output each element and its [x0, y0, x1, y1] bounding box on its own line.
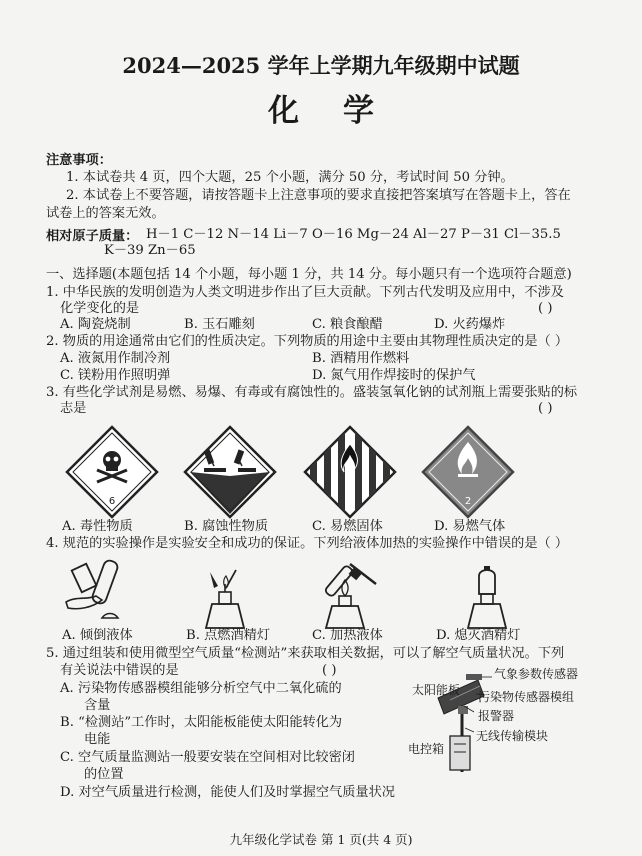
section-heading: 一、选择题(本题包括 14 个小题，每小题 1 分，共 14 分。每小题只有一个选项符合题意) [46, 267, 572, 282]
q3-option-c: C. 易燃固体 [312, 519, 383, 534]
q4-option-d: D. 熄灭酒精灯 [436, 628, 521, 643]
q5-option-c-line-2: 的位置 [84, 767, 124, 782]
q3-option-d: D. 易燃气体 [434, 519, 506, 534]
q5-option-a-line-2: 含量 [84, 698, 111, 713]
q5-option-d: D. 对空气质量进行检测，能使人们及时掌握空气质量状况 [60, 785, 395, 800]
q5-option-c-line-1: C. 空气质量监测站一般要安装在空间相对比较密闭 [60, 750, 355, 765]
q2-stem: 2. 物质的用途通常由它们的性质决定。下列物质的用途中主要由其物理性质决定的是（ ） [46, 334, 569, 349]
fig-label-solar-panel: 太阳能板 [412, 683, 461, 697]
flammable-gas-sign-number: 2 [464, 496, 472, 507]
atomic-mass-label: 相对原子质量： [46, 229, 139, 244]
q5-answer-bracket: ( ) [322, 663, 337, 678]
q5-option-b-line-2: 电能 [84, 732, 111, 747]
q2-option-a: A. 液氮用作制冷剂 [60, 351, 171, 366]
q3-answer-bracket: ( ) [538, 401, 553, 416]
toxic-sign-number: 6 [108, 496, 116, 507]
q5-option-b-line-1: B. “检测站”工作时，太阳能板能使太阳能转化为 [60, 715, 343, 730]
q1-option-c: C. 粮食酿醋 [312, 317, 383, 332]
fig-label-wireless-module: 无线传输模块 [476, 729, 549, 743]
q3-stem-1: 3. 有些化学试剂是易燃、易爆、有毒或有腐蚀性的。盛装氢氧化钠的试剂瓶上需要张贴的标 [46, 385, 578, 400]
q5-stem-2: 有关说法中错误的是 [60, 663, 179, 678]
q4-stem: 4. 规范的实验操作是实验安全和成功的保证。下列给液体加热的实验操作中错误的是（ ） [46, 536, 569, 551]
heating-liquid-icon [312, 556, 386, 632]
fig-label-weather-sensor: 气象参数传感器 [494, 667, 579, 681]
q5-option-a-line-1: A. 污染物传感器模组能够分析空气中二氧化硫的 [60, 681, 342, 696]
q1-option-a: A. 陶瓷烧制 [60, 317, 131, 332]
q2-option-d: D. 氮气用作焊接时的保护气 [312, 368, 476, 383]
exam-title: 2024—2025 学年上学期九年级期中试题 [122, 53, 520, 78]
q1-option-b: B. 玉石雕刻 [184, 317, 255, 332]
q1-option-d: D. 火药爆炸 [434, 317, 506, 332]
atomic-mass-row-1: H－1 C－12 N－14 Li－7 O－16 Mg－24 Al－27 P－31 Cl－35.5 [146, 227, 561, 242]
q3-option-a: A. 毒性物质 [62, 519, 133, 534]
q3-stem-2: 志是 [60, 401, 87, 416]
atomic-mass-row-2: K－39 Zn－65 [104, 243, 196, 258]
page-footer: 九年级化学试卷 第 1 页(共 4 页) [229, 832, 413, 847]
notice-heading: 注意事项： [46, 153, 112, 168]
notice-line-2: 2. 本试卷上不要答题，请按答题卡上注意事项的要求直接把答案填写在答题卡上，答在 [66, 188, 571, 203]
flammable-solid-sign-icon [302, 424, 398, 520]
notice-line-1: 1. 本试卷共 4 页，四个大题，25 个小题，满分 50 分，考试时间 50 分钟。 [66, 170, 514, 185]
extinguish-lamp-icon [456, 560, 518, 632]
exam-subject: 化学 [268, 93, 418, 129]
toxic-sign-icon [64, 424, 160, 520]
q4-option-a: A. 倾倒液体 [62, 628, 133, 643]
notice-line-3: 试卷上的答案无效。 [46, 206, 165, 221]
q5-stem-1: 5. 通过组装和使用微型空气质量“检测站”来获取相关数据，可以了解空气质量状况。下列 [46, 646, 565, 661]
flammable-gas-sign-icon [420, 424, 516, 520]
q1-stem-2: 化学变化的是 [60, 301, 140, 316]
q1-stem-1: 1. 中华民族的发明创造为人类文明进步作出了巨大贡献。下列古代发明及应用中，不涉及 [46, 285, 564, 300]
fig-label-pollutant-module: 污染物传感器模组 [478, 690, 575, 704]
fig-label-control-box: 电控箱 [408, 742, 445, 756]
q4-option-c: C. 加热液体 [312, 628, 383, 643]
q1-answer-bracket: ( ) [538, 301, 553, 316]
lighting-lamp-icon [190, 566, 260, 632]
corrosive-sign-icon [182, 424, 278, 520]
q2-option-b: B. 酒精用作燃料 [312, 351, 410, 366]
fig-label-alarm: 报警器 [478, 709, 515, 723]
q2-option-c: C. 镁粉用作照明弹 [60, 368, 171, 383]
pouring-liquid-icon [62, 556, 142, 628]
q3-option-b: B. 腐蚀性物质 [184, 519, 269, 534]
q4-option-b: B. 点燃酒精灯 [186, 628, 271, 643]
